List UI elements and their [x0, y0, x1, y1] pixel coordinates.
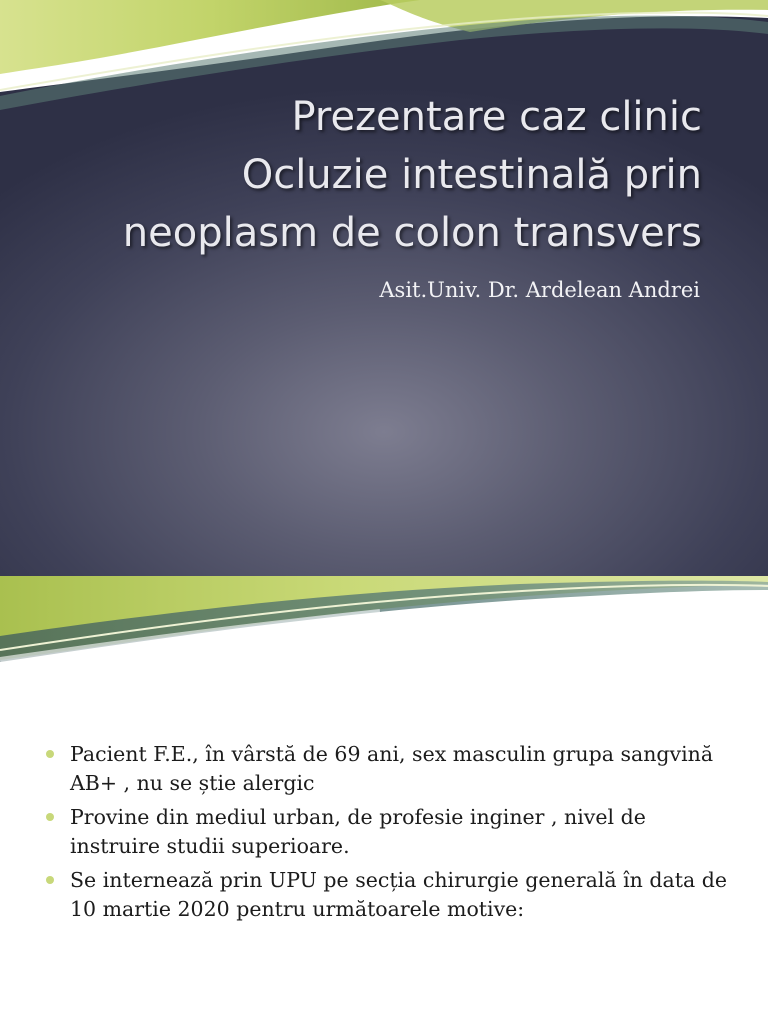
bullet-text: Pacient F.E., în vârstă de 69 ani, sex masculin grupa sangvină AB+ , nu se știe alergic	[70, 742, 714, 795]
decorative-wave-mid	[0, 576, 768, 666]
title-line-2: Ocluzie intestinală prin	[241, 152, 702, 198]
bullet-text: Se internează prin UPU pe secția chirurgie generală în data de 10 martie 2020 pentru următoarele motive:	[70, 868, 727, 921]
content-slide	[0, 576, 768, 1024]
slide-title	[42, 88, 702, 262]
list-item	[46, 740, 736, 798]
title-line-1: Prezentare caz clinic	[291, 94, 702, 140]
bullet-dot-icon	[46, 750, 54, 758]
slide-subtitle: Asit.Univ. Dr. Ardelean Andrei	[379, 278, 700, 302]
bullet-dot-icon	[46, 813, 54, 821]
bullet-dot-icon	[46, 876, 54, 884]
list-item	[46, 803, 736, 861]
bullet-text: Provine din mediul urban, de profesie inginer , nivel de instruire studii superioare.	[70, 805, 646, 858]
title-line-3: neoplasm de colon transvers	[122, 210, 702, 256]
bullet-list	[46, 740, 736, 929]
list-item	[46, 866, 736, 924]
